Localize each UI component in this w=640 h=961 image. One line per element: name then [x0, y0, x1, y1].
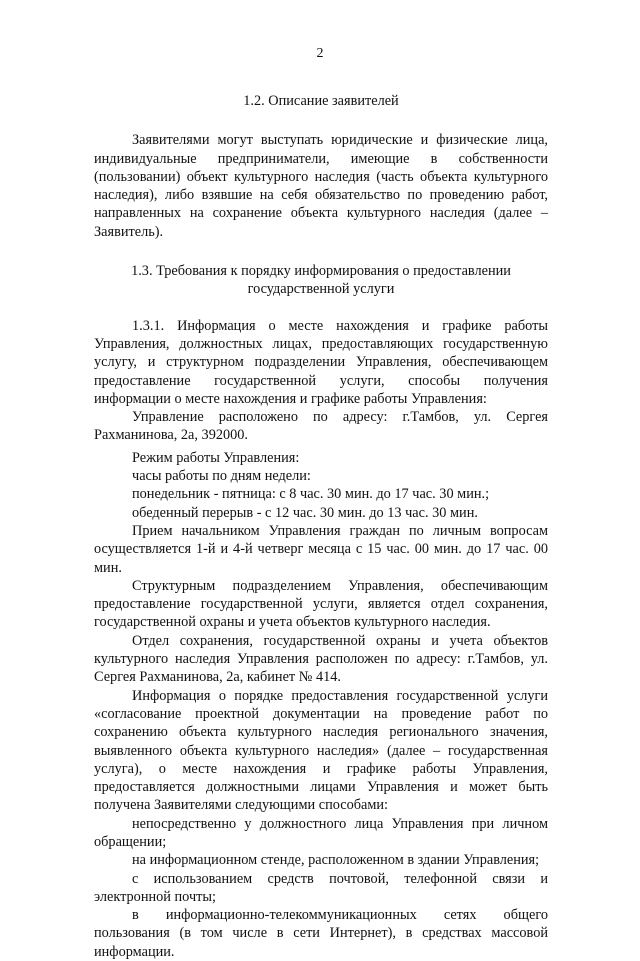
service-info-paragraph: Информация о порядке предоставления государственной услуги «согласование проектной документации на проведение работ по сохранению объекта культурного наследия регионального значения, выявленного объекта культурного наследия» (далее – государственная услуга), о месте нахождения и графике работы Управления, предоставляется должностными лицами Управления и может быть получена Заявителями следующими способами: [94, 687, 548, 814]
section-heading-1-3-line2: государственной услуги [247, 281, 395, 298]
method-info-stand: на информационном стенде, расположенном в здании Управления; [132, 852, 540, 869]
department-address-paragraph: Отдел сохранения, государственной охраны и учета объектов культурного наследия Управления расположен по адресу: г.Тамбов, ул. Сергея Рахманинова, 2а, кабинет № 414. [94, 632, 548, 686]
section-heading-1-2: 1.2. Описание заявителей [243, 93, 399, 109]
work-hours-weekdays: понедельник - пятница: с 8 час. 30 мин. до 17 час. 30 мин.; [132, 486, 490, 503]
document-body [94, 92, 548, 961]
method-internet-media: в информационно-телекоммуникационных сетях общего пользования (в том числе в сети Интернет), в средствах массовой информации. [94, 907, 548, 960]
lunch-break: обеденный перерыв - с 12 час. 30 мин. до 13 час. 30 мин. [132, 504, 478, 521]
section-heading-1-3-line1: 1.3. Требования к порядку информирования о предоставлении [131, 263, 511, 280]
applicants-paragraph: Заявителями могут выступать юридические и физические лица, индивидуальные предприниматели, имеющие в собственности (пользовании) объект культурного наследия (часть объекта культурного наследия), либо взявшие на себя обязательство по проведению работ, направленных на сохранение объекта культурного наследия (далее – Заявитель). [94, 132, 548, 240]
method-personal-visit: непосредственно у должностного лица Управления при личном обращении; [94, 815, 548, 850]
structural-unit-paragraph: Структурным подразделением Управления, обеспечивающим предоставление государственной услуги, является отдел сохранения, государственной охраны и учета объектов культурного наследия. [94, 577, 548, 631]
info-location-paragraph: 1.3.1. Информация о месте нахождения и графике работы Управления, должностных лицах, предоставляющих государственную услугу, и структурном подразделении Управления, обеспечивающем предоставление государственной услуги, способы получения информации о месте нахождения и графике работы Управления: [94, 317, 548, 407]
work-hours-label: часы работы по дням недели: [132, 468, 311, 485]
work-mode-label: Режим работы Управления: [132, 449, 300, 466]
address-paragraph: Управление расположено по адресу: г.Тамбов, ул. Сергея Рахманинова, 2а, 392000. [94, 409, 548, 444]
method-mail-phone: с использованием средств почтовой, телефонной связи и электронной почты; [94, 870, 548, 905]
reception-paragraph: Прием начальником Управления граждан по личным вопросам осуществляется 1-й и 4-й четверг месяца с 15 час. 00 мин. до 17 час. 00 мин. [94, 522, 548, 576]
page-number: 2 [316, 46, 324, 61]
